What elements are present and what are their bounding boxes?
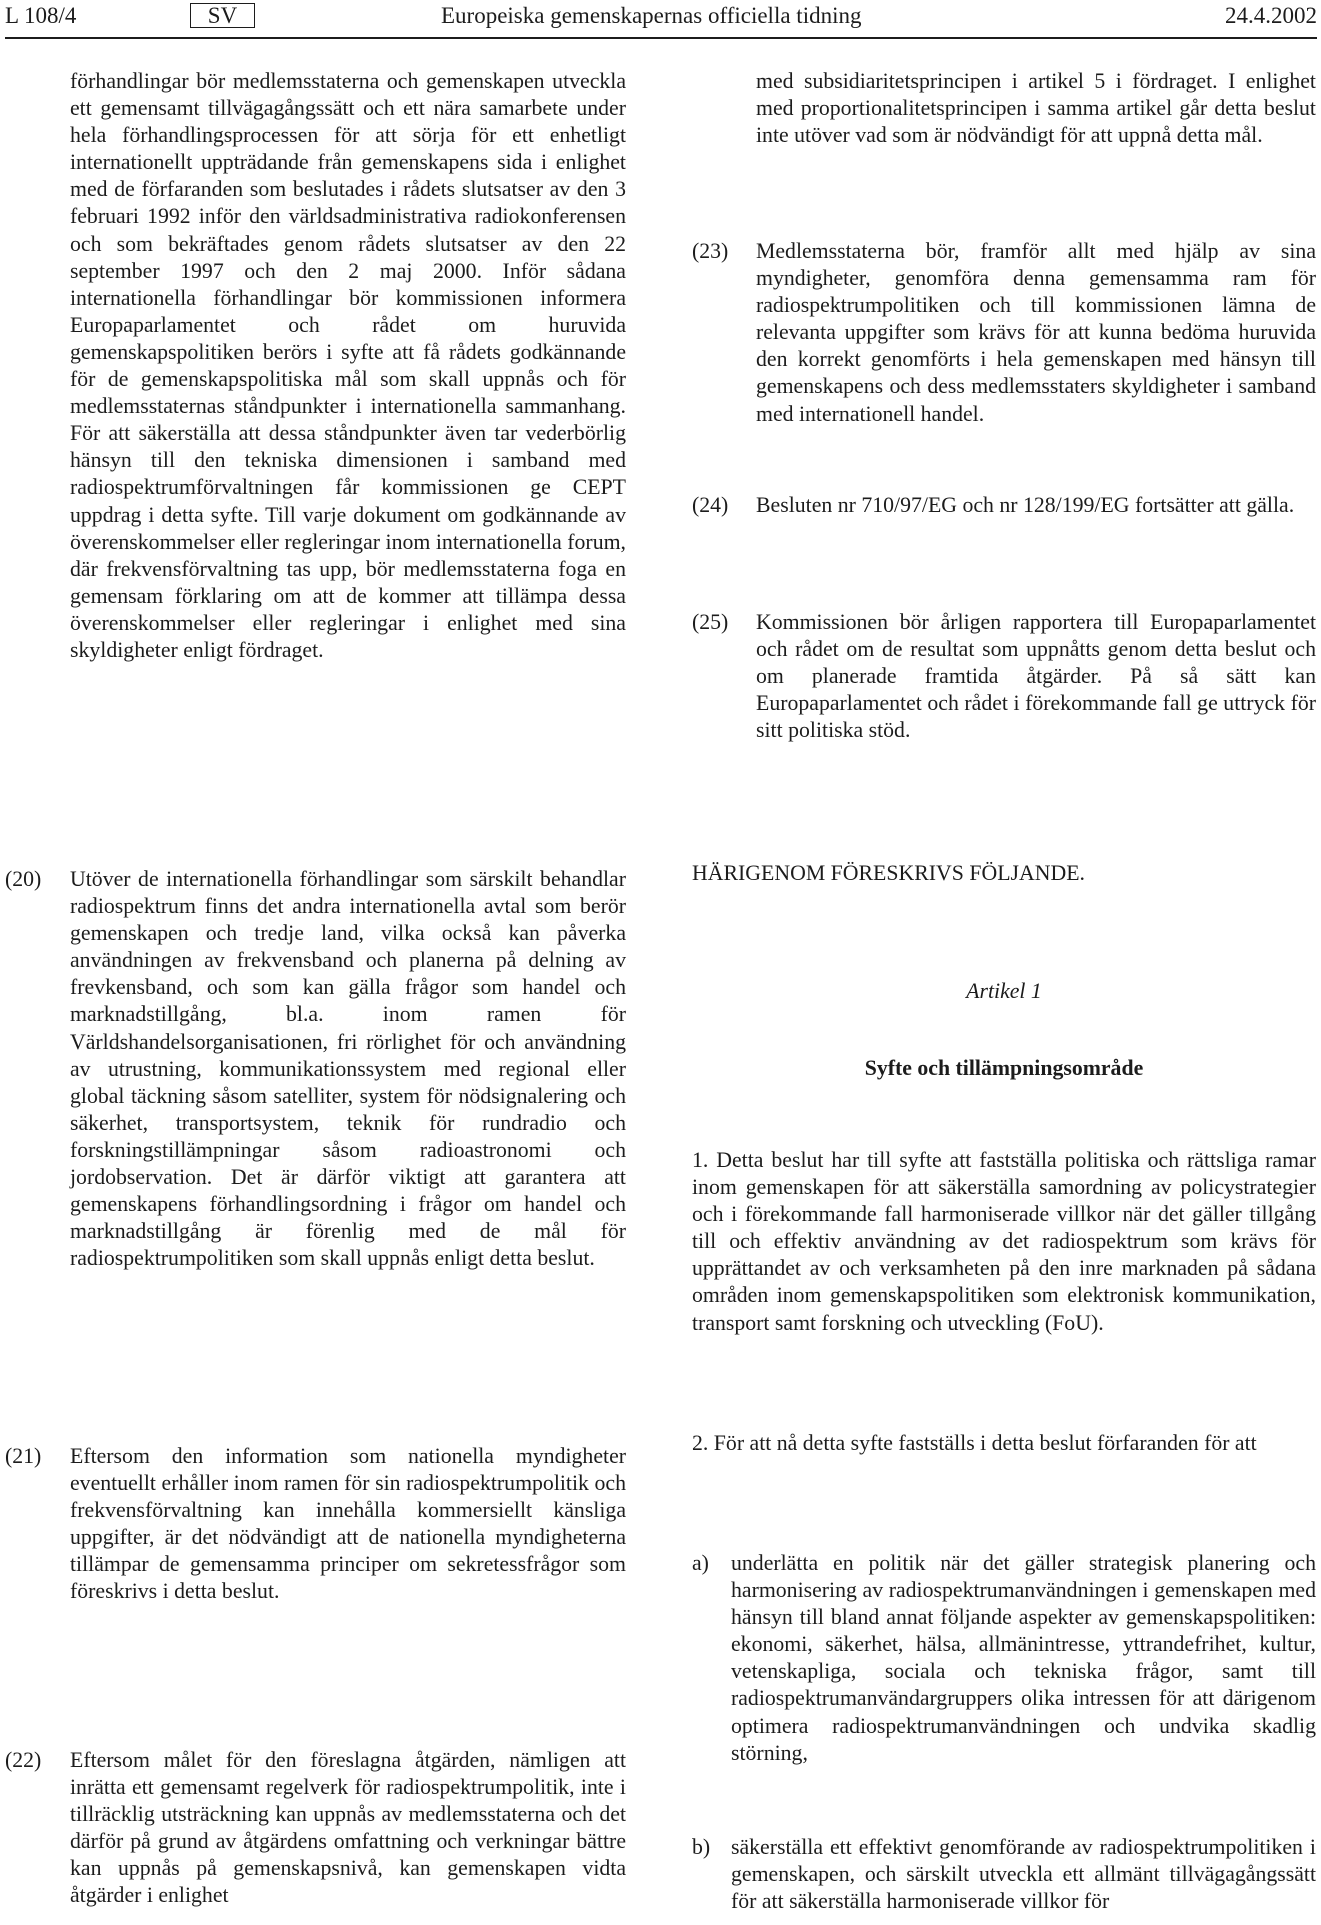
recital-23-text: Medlemsstaterna bör, framför allt med hjälp av sina myndigheter, genomföra denna gemensamma ram för radiospektrumpolitiken och till kommissionen lämna de relevanta uppgifter som krävs för att kunna bedöma huruvida den korrekt genomförts i hela gemenskapen med hänsyn till gemenskapens och dess medlemsstaters skyldigheter i samband med internationell handel.	[756, 239, 1316, 426]
point-b-text: säkerställa ett effektivt genomförande av radiospektrumpolitiken i gemenskapen, och särskilt utveckla ett allmänt tillvägagångssätt för att säkerställa harmoniserade villkor för	[731, 1835, 1316, 1914]
article-label: Artikel 1	[966, 979, 1042, 1003]
recital-number-25: (25)	[692, 610, 729, 634]
enacting-formula: HÄRIGENOM FÖRESKRIVS FÖLJANDE.	[692, 861, 1085, 885]
point-b-label: b)	[692, 1835, 711, 1859]
recital-number-20: (20)	[5, 867, 42, 891]
journal-reference: L 108/4	[5, 3, 77, 28]
recital-21-text: Eftersom den information som nationella myndigheter eventuellt erhåller inom ramen för sin radiospektrumpolitik och frekvensförvaltning kan innehålla kommersiellt känsliga uppgifter, är det nödvändigt att de nationella myndigheterna tillämpar de gemensamma principer om sekretessfrågor som föreskrivs i detta beslut.	[70, 1444, 626, 1604]
article-paragraph-2: 2. För att nå detta syfte fastställs i detta beslut förfaranden för att	[692, 1431, 1257, 1455]
article-title: Syfte och tillämpningsområde	[864, 1056, 1144, 1080]
point-a-label: a)	[692, 1551, 709, 1575]
language-box: SV	[190, 3, 255, 28]
recital-number-21: (21)	[5, 1444, 42, 1468]
recital-continuation-left: förhandlingar bör medlemsstaterna och gemenskapen utveckla ett gemensamt tillvägagångssätt och ett nära samarbete under hela förhandlingsprocessen för att sörja för ett enhetligt internationellt uppträdande från gemenskapens sida i enlighet med de förfaranden som beslutades i rådets slutsatser av den 3 februari 1992 inför den världsadministrativa radiokonferensen och som bekräftades genom rådets slutsatser av den 22 september 1997 och den 2 maj 2000. Inför sådana internationella förhandlingar bör kommissionen informera Europaparlamentet och rådet om huruvida gemenskapspolitiken berörs i syfte att få rådets godkännande för de gemenskapspolitiska mål som skall uppnås och för medlemsstaternas ståndpunkter i internationella sammanhang. För att säkerställa att dessa ståndpunkter även tar vederbörlig hänsyn till den tekniska dimensionen i samband med radiospektrumförvaltningen får kommissionen ge CEPT uppdrag i detta syfte. Till varje dokument om godkännande av överenskommelser eller regleringar inom internationella forum, där frekvensförvaltning tas upp, bör medlemsstaterna foga en gemensam förklaring om att de kommer att tillämpa dessa överenskommelser eller regleringar i enlighet med sina skyldigheter enligt fördraget.	[70, 69, 626, 662]
recital-25-text: Kommissionen bör årligen rapportera till Europaparlamentet och rådet om de resultat som uppnåtts genom detta beslut och om planerade framtida åtgärder. På så sätt kan Europaparlamentet och rådet i förekommande fall ge uttryck för sitt politiska stöd.	[756, 610, 1316, 743]
recital-number-22: (22)	[5, 1748, 42, 1772]
recital-20-text: Utöver de internationella förhandlingar som särskilt behandlar radiospektrum finns det andra internationella avtal som berör gemenskapen och tredje land, vilka också kan påverka användningen av frekvensband och planerna på delning av frevkensband, och som kan gälla frågor som handel och marknadstillgång, bl.a. inom ramen för Världshandelsorganisationen, fri rörlighet för och användning av utrustning, kommunikationssystem med regional eller global täckning såsom satelliter, system för nödsignalering och säkerhet, transportsystem, teknik för rundradio och forskningstillämpningar såsom radioastronomi och jordobservation. Det är därför viktigt att garantera att gemenskapens förhandlingsordning i frågor om handel och marknadstillgång är förenlig med de mål för radiospektrumpolitiken som skall uppnås enligt detta beslut.	[70, 867, 626, 1271]
header-rule	[5, 37, 1317, 39]
recital-24-text: Besluten nr 710/97/EG och nr 128/199/EG fortsätter att gälla.	[756, 493, 1295, 517]
point-a-text: underlätta en politik när det gäller strategisk planering och harmonisering av radiospektrumanvändningen i gemenskapen med hänsyn till bland annat följande aspekter av gemenskapspolitiken: ekonomi, säkerhet, hälsa, allmänintresse, yttrandefrihet, kultur, vetenskapliga, sociala och tekniska frågor, samt till radiospektrumanvändargruppers olika intressen för att därigenom optimera radiospektrumanvändningen och undvika skadlig störning,	[731, 1551, 1316, 1765]
publication-date: 24.4.2002	[1225, 3, 1317, 28]
recital-number-24: (24)	[692, 493, 729, 517]
recital-number-23: (23)	[692, 239, 729, 263]
recital-continuation-right: med subsidiaritetsprincipen i artikel 5 i fördraget. I enlighet med proportionalitetsprincipen i samma artikel går detta beslut inte utöver vad som är nödvändigt för att uppnå detta mål.	[756, 69, 1316, 148]
article-paragraph-1: 1. Detta beslut har till syfte att fastställa politiska och rättsliga ramar inom gemenskapen för att säkerställa samordning av policystrategier och i förekommande fall harmoniserade villkor när det gäller tillgång till och effektiv användning av det radiospektrum som krävs för upprättandet av och verksamheten på den inre marknaden på sådana områden inom gemenskapspolitiken som elektronisk kommunikation, transport samt forskning och utveckling (FoU).	[692, 1148, 1316, 1335]
recital-22-text: Eftersom målet för den föreslagna åtgärden, nämligen att inrätta ett gemensamt regelverk för radiospektrumpolitik, inte i tillräcklig utsträckning kan uppnås av medlemsstaterna och det därför på grund av åtgärdens omfattning och verkningar bättre kan uppnås på gemenskapsnivå, kan gemenskapen vidta åtgärder i enlighet	[70, 1748, 626, 1908]
publication-title: Europeiska gemenskapernas officiella tidning	[441, 3, 862, 28]
